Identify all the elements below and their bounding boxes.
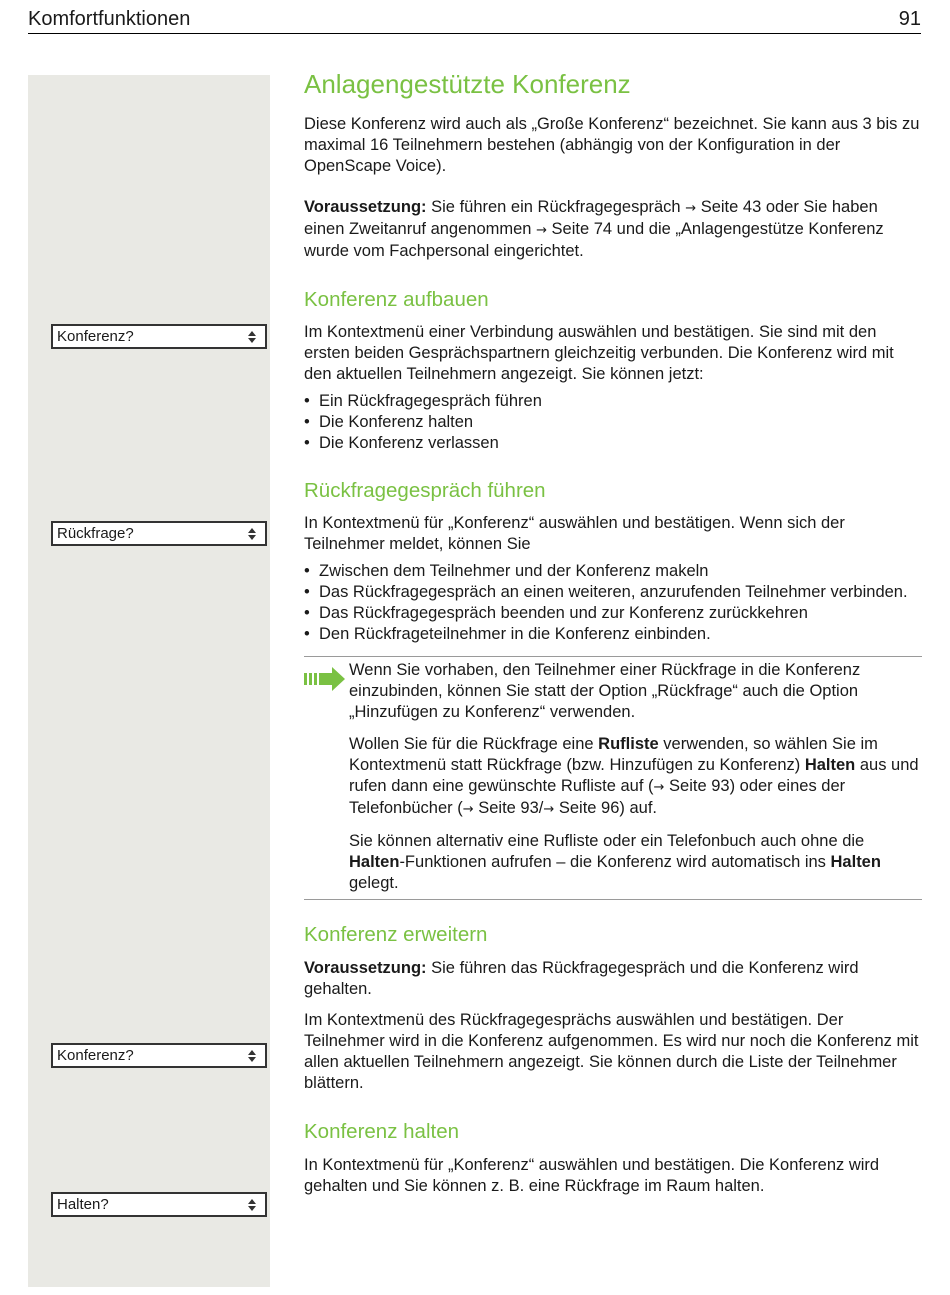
arrow-icon: → [543, 802, 555, 817]
up-down-arrows-icon [248, 331, 256, 343]
note-bold-text: Halten [804, 756, 856, 774]
arrow-icon: → [685, 201, 697, 216]
note-text: gelegt. [349, 874, 399, 892]
note-text: -Funktionen aufrufen – die Konferenz wird automatisch ins [399, 853, 831, 871]
section-text-aufbauen: Im Kontextmenü einer Verbindung auswählen und bestätigen. Sie sind mit den ersten beiden Gesprächspartnern gleichzeitig verbunden. Die Konferenz wird mit den aktuellen Teilnehmern angezeigt. Sie können jetzt: [304, 323, 894, 383]
up-down-arrows-icon [248, 528, 256, 540]
up-down-arrows-icon [248, 1050, 256, 1062]
menu-item-label: Halten? [57, 1196, 109, 1213]
sidebar [28, 75, 270, 1287]
note-text: Seite 93) oder eines der Telefonbücher ( [349, 777, 846, 817]
list-item: • Die Konferenz verlassen [304, 433, 922, 454]
main-content [304, 68, 922, 1197]
section-title-erweitern: Konferenz erweitern [304, 923, 488, 946]
page-header [28, 6, 921, 34]
section-text-rueckfrage: In Kontextmenü für „Konferenz“ auswählen und bestätigen. Wenn sich der Teilnehmer meldet, können Sie [304, 514, 845, 553]
list-item: • Zwischen dem Teilnehmer und der Konferenz makeln [304, 561, 922, 582]
menu-item-label: Konferenz? [57, 1047, 134, 1064]
note-text: verwenden, so wählen Sie im Kontextmenü statt Rückfrage (bzw. Hinzufügen zu Konferenz) [349, 735, 878, 774]
intro-paragraph: Diese Konferenz wird auch als „Große Konferenz“ bezeichnet. Sie kann aus 3 bis zu maximal 16 Teilnehmern bestehen (abhängig von der Konfiguration in der OpenScape Voice). [304, 115, 920, 175]
note-text: Sie können alternativ eine Rufliste oder ein Telefonbuch auch ohne die [349, 832, 865, 850]
section-title-halten: Konferenz halten [304, 1120, 460, 1143]
list-item: • Das Rückfragegespräch beenden und zur Konferenz zurückkehren [304, 603, 922, 624]
note-text: Seite 96) auf. [554, 799, 658, 817]
prerequisite-text: Seite 74 und die „Anlagengestütze Konferenz wurde vom Fachpersonal eingerichtet. [304, 220, 884, 260]
section-text-halten: In Kontextmenü für „Konferenz“ auswählen und bestätigen. Die Konferenz wird gehalten und Sie können z. B. eine Rückfrage im Raum halten. [304, 1156, 880, 1195]
note-bold-text: Halten [830, 853, 881, 871]
note-text: Wollen Sie für die Rückfrage eine [349, 735, 599, 753]
prerequisite-text: Seite 43 oder Sie haben einen Zweitanruf angenommen [304, 198, 878, 238]
note-box [304, 656, 922, 900]
note-text: aus und rufen dann eine gewünschte Rufliste auf ( [349, 756, 919, 795]
menu-item-label: Konferenz? [57, 328, 134, 345]
note-arrow-icon [304, 667, 346, 691]
chapter-title: Komfortfunktionen [28, 8, 191, 30]
note-bold-text: Rufliste [598, 735, 659, 753]
note-bold-text: Halten [349, 853, 400, 871]
list-item: • Den Rückfrageteilnehmer in die Konferenz einbinden. [304, 624, 922, 645]
menu-item-konferenz[interactable] [51, 324, 267, 349]
note-paragraph [349, 831, 922, 894]
page-title: Anlagengestützte Konferenz [304, 69, 631, 99]
note-text: Seite 93/ [473, 799, 544, 817]
section-title-rueckfrage: Rückfragegespräch führen [304, 479, 546, 502]
prerequisite-label: Voraussetzung: [304, 959, 427, 977]
arrow-icon: → [536, 223, 547, 238]
prerequisite-text: Sie führen das Rückfragegespräch und die Konferenz wird gehalten. [304, 959, 859, 998]
list-item: • Die Konferenz halten [304, 412, 922, 433]
note-paragraph [349, 734, 922, 820]
page-number: 91 [898, 8, 921, 30]
section-title-aufbauen: Konferenz aufbauen [304, 288, 489, 311]
menu-item-label: Rückfrage? [57, 525, 134, 542]
section-text-erweitern: Im Kontextmenü des Rückfragegesprächs auswählen und bestätigen. Der Teilnehmer wird in die Konferenz aufgenommen. Es wird nur noch die Konferenz mit allen aktuellen Teilnehmern angezeigt. Sie können durch die Liste der Teilnehmer blättern. [304, 1011, 919, 1092]
list-item: • Ein Rückfragegespräch führen [304, 391, 922, 412]
arrow-icon: → [653, 780, 665, 795]
note-paragraph: Wenn Sie vorhaben, den Teilnehmer einer Rückfrage in die Konferenz einzubinden, können Sie statt der Option „Rückfrage“ auch die Option „Hinzufügen zu Konferenz“ verwenden. [349, 661, 861, 721]
arrow-icon: → [462, 802, 474, 817]
prerequisite-text: Sie führen ein Rückfragegespräch [426, 198, 686, 216]
bullet-list-aufbauen [304, 391, 922, 454]
section-prerequisite-erweitern [304, 958, 922, 1000]
list-item: • Das Rückfragegespräch an einen weiteren, anzurufenden Teilnehmer verbinden. [304, 582, 922, 603]
menu-item-halten[interactable] [51, 1192, 267, 1217]
bullet-list-rueckfrage [304, 561, 922, 645]
up-down-arrows-icon [248, 1199, 256, 1211]
menu-item-konferenz-2[interactable] [51, 1043, 267, 1068]
prerequisite-label: Voraussetzung: [304, 198, 427, 216]
menu-item-rueckfrage[interactable] [51, 521, 267, 546]
prerequisite-paragraph [304, 197, 922, 262]
